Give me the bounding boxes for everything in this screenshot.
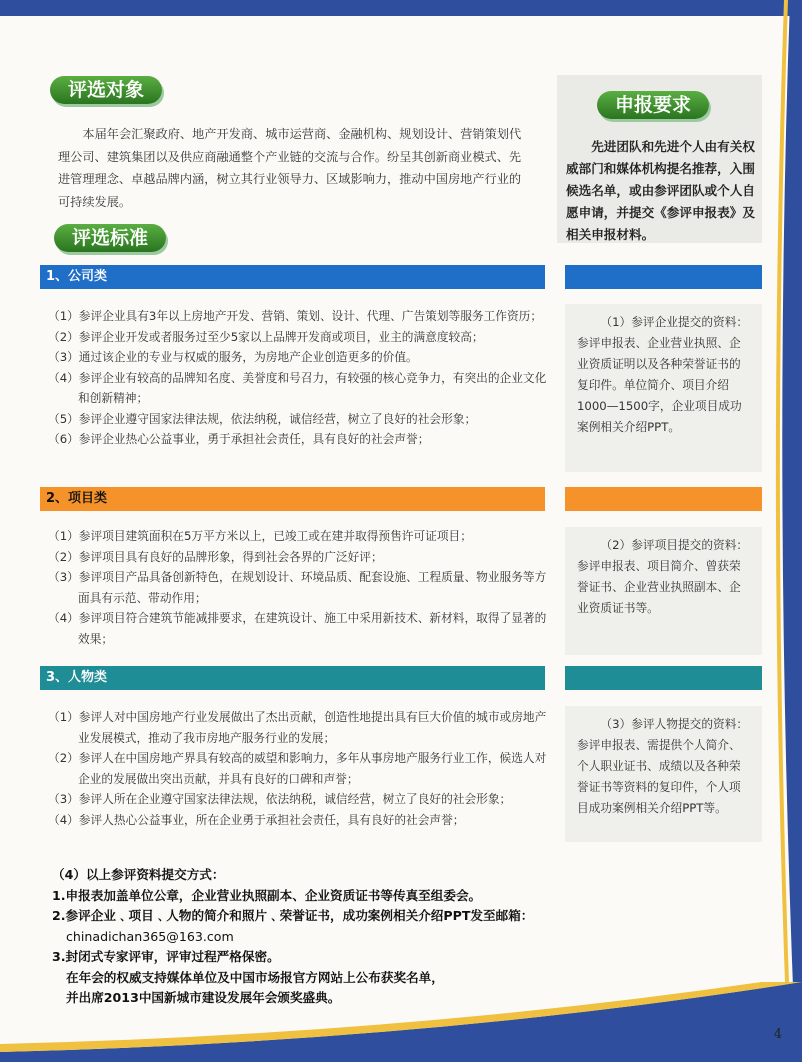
section-title-targets: 评选对象 [50, 76, 162, 104]
intro-paragraph: 本届年会汇聚政府、地产开发商、城市运营商、金融机构、规划设计、营销策划代理公司、建筑集团以及供应商融通整个产业链的交流与合作。纷呈其创新商业模式、先进管理理念、卓越品牌内涵，树立其行业领导力、区域影响力，推动中国房地产行业的可持续发展。 [58, 127, 522, 209]
list-item: （3）通过该企业的专业与权威的服务，为房地产企业创造更多的价值。 [48, 350, 418, 364]
top-bar [0, 0, 802, 16]
submission-email: chinadichan365@163.com [66, 928, 234, 944]
submission-line-1: 1.申报表加盖单位公章，企业营业执照副本、企业资质证书等传真至组委会。 [52, 887, 482, 903]
person-materials-box [565, 706, 762, 842]
category-band-person [40, 666, 545, 690]
list-item: （2）参评人在中国房地产界具有较高的威望和影响力，多年从事房地产服务行业工作，候选人对企业的发展做出突出贡献，并具有良好的口碑和声誉； [48, 751, 547, 786]
list-item: （1）参评企业具有3年以上房地产开发、营销、策划、设计、代理、广告策划等服务工作资历； [48, 309, 543, 323]
section-title-criteria: 评选标准 [54, 224, 166, 252]
project-materials-box [565, 527, 762, 655]
category-label-company: 1、公司类 [46, 269, 108, 284]
right-edge-decoration [762, 0, 802, 1062]
list-item: （5）参评企业遵守国家法律法规，依法纳税，诚信经营，树立了良好的社会形象； [48, 411, 477, 426]
list-item: （2）参评企业开发或者服务过至少5家以上品牌开发商或项目，业主的满意度较高； [48, 329, 484, 344]
submission-line-4: 在年会的权威支持媒体单位及中国市场报官方网站上公布获奖名单， [66, 969, 444, 985]
list-item: （1）参评人对中国房地产行业发展做出了杰出贡献，创造性地提出具有巨大价值的城市或房地产业发展模式，推动了我市房地产服务行业的发展； [48, 710, 547, 745]
list-item: （3）参评人所在企业遵守国家法律法规，依法纳税，诚信经营，树立了良好的社会形象； [48, 792, 512, 806]
person-materials-text: （3）参评人物提交的资料：参评申报表、需提供个人简介、个人职业证书、成绩以及各种荣誉证书等资料的复印件，个人项目成功案例相关介绍PPT等。 [577, 717, 749, 815]
list-item: （4）参评人热心公益事业，所在企业勇于承担社会责任，具有良好的社会声誉； [48, 812, 465, 827]
list-item: （4）参评项目符合建筑节能减排要求，在建筑设计、施工中采用新技术、新材料，取得了显著的效果； [48, 611, 547, 646]
list-item: （1）参评项目建筑面积在5万平方米以上，已竣工或在建并取得预售许可证项目； [48, 529, 472, 543]
submission-line-5: 并出席2013中国新城市建设发展年会颁奖盛典。 [66, 990, 341, 1005]
list-item: （6）参评企业热心公益事业，勇于承担社会责任，具有良好的社会声誉； [48, 432, 430, 446]
list-item: （3）参评项目产品具备创新特色，在规划设计、环境品质、配套设施、工程质量、物业服务等方面具有示范、带动作用； [48, 570, 547, 605]
project-materials-text: （2）参评项目提交的资料：参评申报表、项目简介、曾获荣誉证书、企业营业执照副本、企业资质证书等。 [577, 538, 749, 615]
requirements-text: 先进团队和先进个人由有关权威部门和媒体机构提名推荐，入围候选名单，或由参评团队或个人自愿申请，并提交《参评申报表》及相关申报材料。 [566, 139, 755, 242]
company-materials-box [565, 304, 762, 472]
section-title-requirements: 申报要求 [597, 91, 709, 119]
person-criteria-list [48, 707, 548, 830]
category-band-project-side [565, 487, 762, 511]
submission-method [52, 865, 572, 1009]
company-materials-text: （1）参评企业提交的资料：参评申报表、企业营业执照、企业资质证明以及各种荣誉证书的复印件。单位简介、项目介绍1000—1500字，企业项目成功案例相关介绍PPT。 [577, 315, 749, 434]
category-band-person-side [565, 666, 762, 690]
list-item: （4）参评企业有较高的品牌知名度、美誉度和号召力，有较强的核心竞争力，有突出的企业文化和创新精神； [48, 370, 547, 405]
submission-line-3: 3.封闭式专家评审，评审过程严格保密。 [52, 949, 280, 964]
list-item: （2）参评项目具有良好的品牌形象，得到社会各界的广泛好评； [48, 549, 383, 564]
submission-line-2: 2.参评企业﹑项目﹑人物的简介和照片﹑荣誉证书，成功案例相关介绍PPT发至邮箱： [52, 908, 534, 923]
category-band-company [40, 265, 545, 289]
company-criteria-list [48, 306, 548, 450]
submission-heading: （4）以上参评资料提交方式： [52, 867, 225, 882]
category-label-person: 3、人物类 [46, 670, 108, 685]
page-number: 4 [773, 1027, 782, 1042]
category-band-project [40, 487, 545, 511]
project-criteria-list [48, 526, 548, 649]
category-label-project: 2、项目类 [46, 491, 108, 506]
category-band-company-side [565, 265, 762, 289]
